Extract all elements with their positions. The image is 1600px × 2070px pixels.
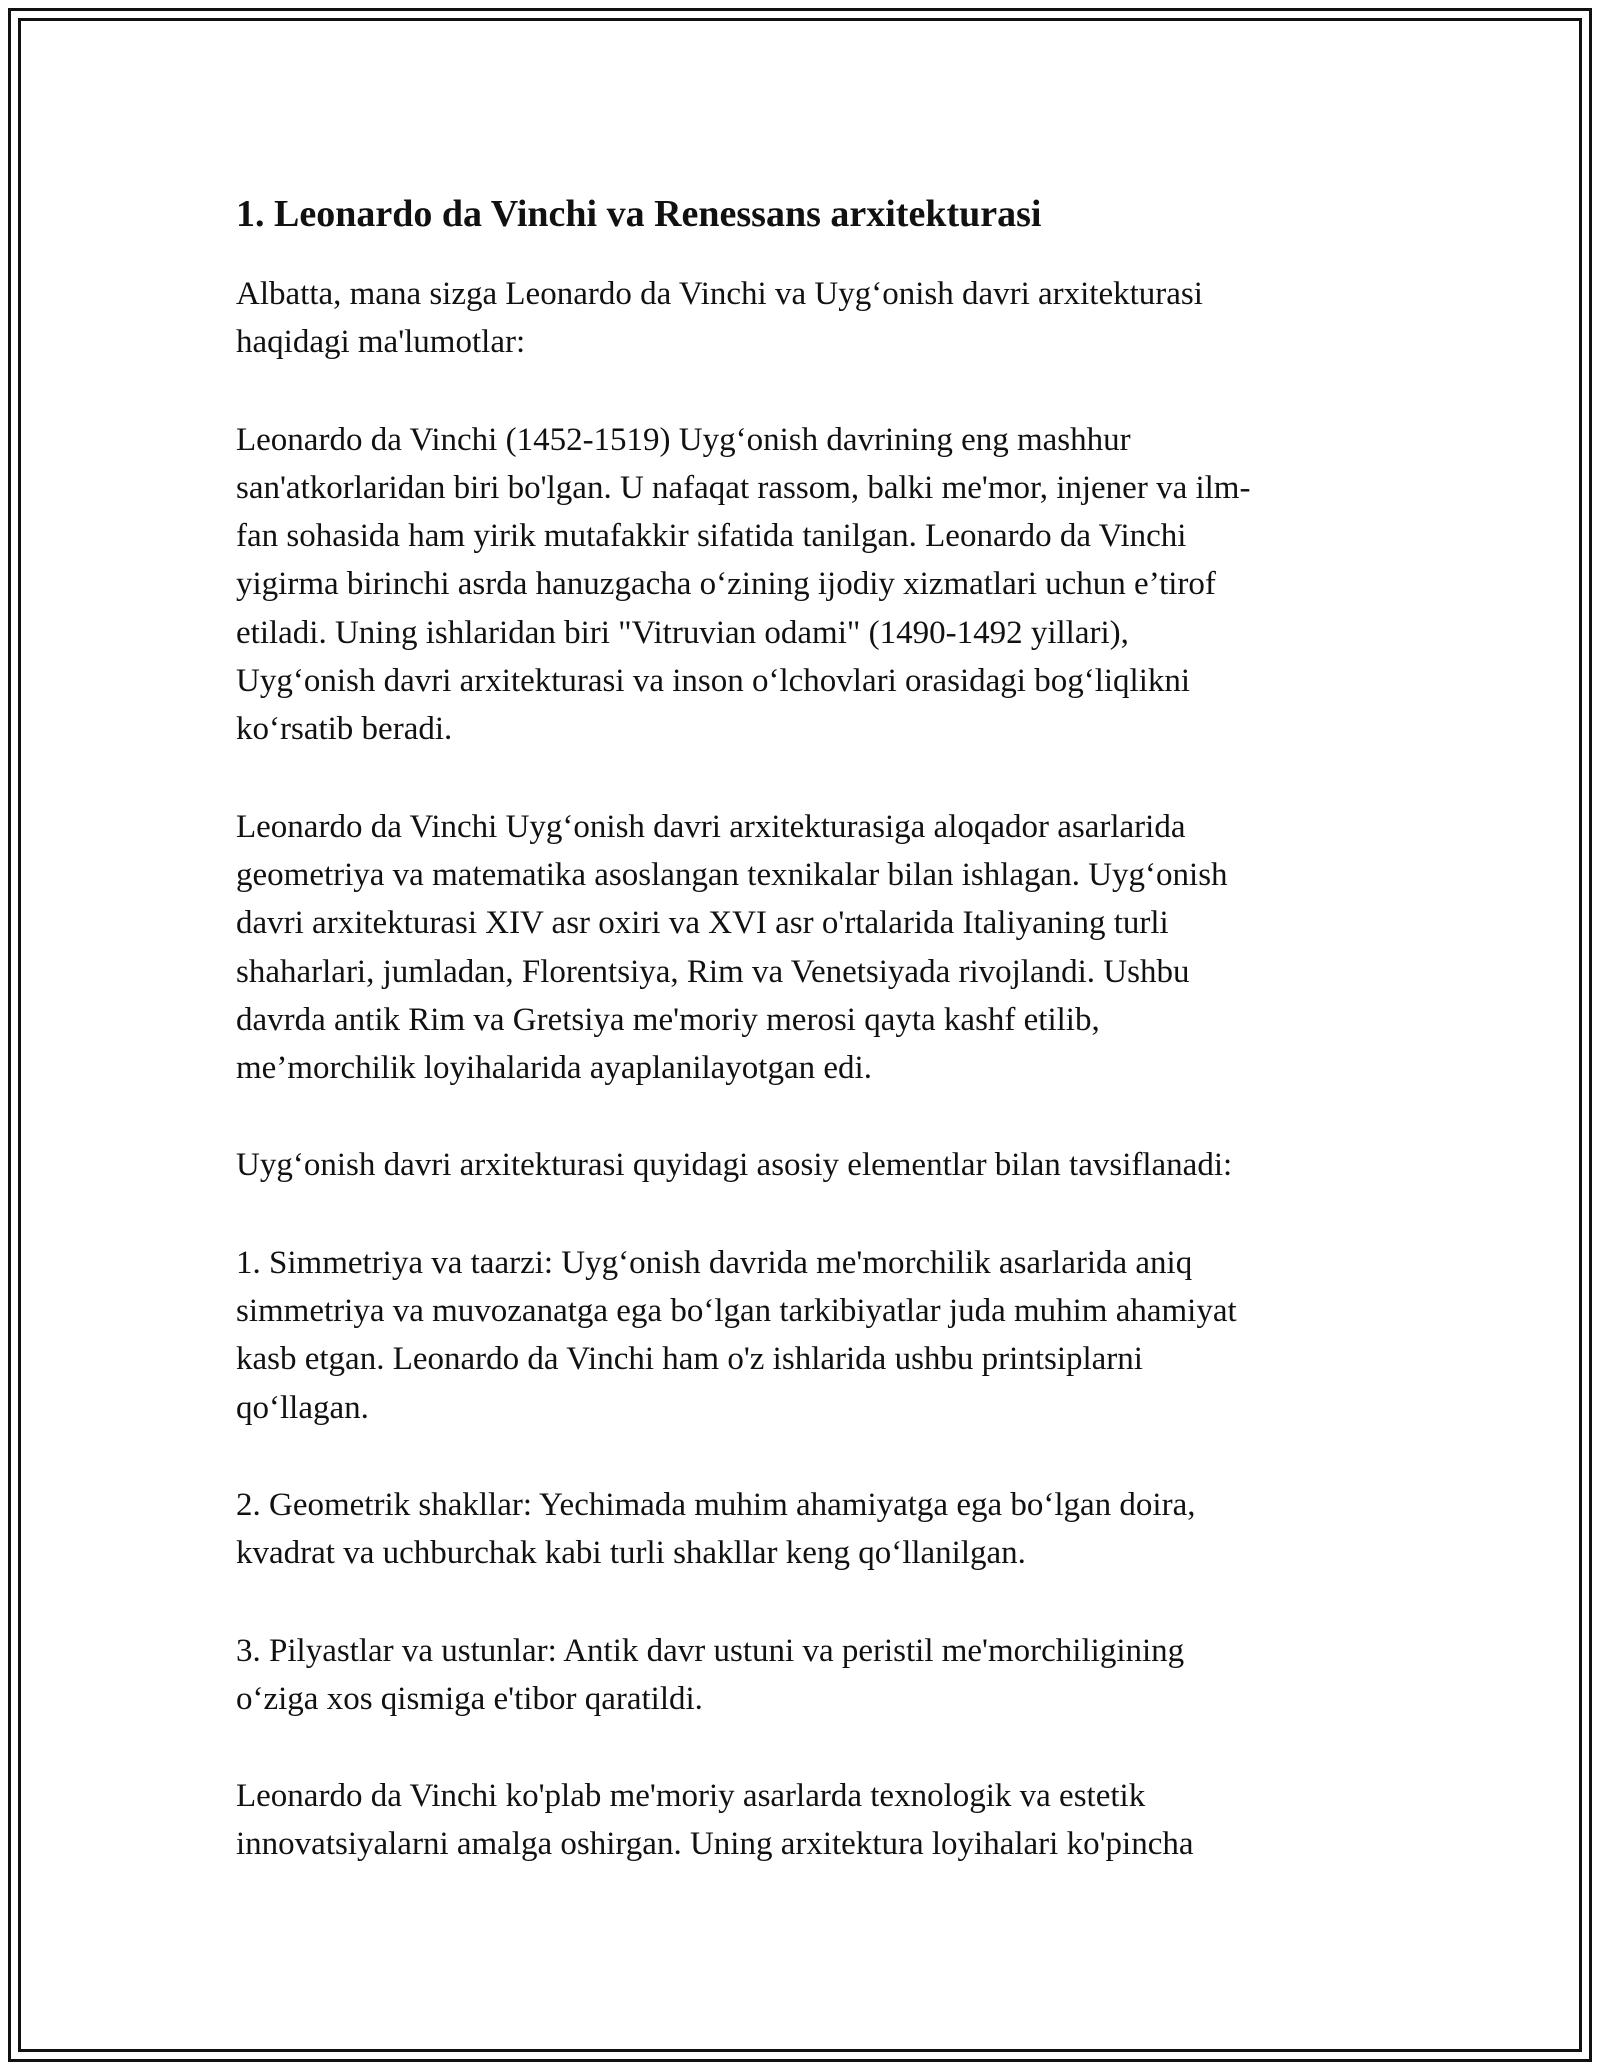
text-line: haqidagi ma'lumotlar: <box>236 324 526 361</box>
document-title: 1. Leonardo da Vinchi va Renessans arxitekturasi <box>236 193 1042 235</box>
text-line: shaharlari, jumladan, Florentsiya, Rim va Venetsiyada rivojlandi. Ushbu <box>236 953 1190 990</box>
text-line: Uyg‘onish davri arxitekturasi va inson o‘lchovlari orasidagi bog‘liqlikni <box>236 663 1191 700</box>
text-line: ko‘rsatib beradi. <box>236 711 453 748</box>
text-line: simmetriya va muvozanatga ega bo‘lgan tarkibiyatlar juda muhim ahamiyat <box>236 1293 1237 1330</box>
text-line: davri arxitekturasi XIV asr oxiri va XVI asr o'rtalarida Italiyaning turli <box>236 905 1169 942</box>
text-line: kasb etgan. Leonardo da Vinchi ham o'z ishlarida ushbu printsiplarni <box>236 1341 1143 1378</box>
text-line: kvadrat va uchburchak kabi turli shakllar keng qo‘llanilgan. <box>236 1535 1026 1572</box>
text-line: geometriya va matematika asoslangan texnikalar bilan ishlagan. Uyg‘onish <box>236 856 1228 893</box>
paragraph-renaissance-architecture <box>236 803 1376 1093</box>
text-line: Albatta, mana sizga Leonardo da Vinchi va Uyg‘onish davri arxitekturasi <box>236 276 1203 312</box>
text-line: Leonardo da Vinchi Uyg‘onish davri arxitekturasiga aloqador asarlarida <box>236 808 1186 845</box>
text-line: davrda antik Rim va Gretsiya me'moriy merosi qayta kashf etilib, <box>236 1001 1100 1038</box>
paragraph-innovations <box>236 1772 1376 1869</box>
paragraph-biography <box>236 416 1376 754</box>
text-line: fan sohasida ham yirik mutafakkir sifatida tanilgan. Leonardo da Vinchi <box>236 518 1187 555</box>
list-item-geometric-shapes <box>236 1481 1376 1578</box>
text-line: innovatsiyalarni amalga oshirgan. Uning arxitektura loyihalari ko'pincha <box>236 1826 1194 1863</box>
document-body <box>236 186 1376 1918</box>
text-line: o‘ziga xos qismiga e'tibor qaratildi. <box>236 1680 703 1717</box>
text-line: 1. Simmetriya va taarzi: Uyg‘onish davrida me'morchilik asarlarida aniq <box>236 1244 1193 1281</box>
text-line: qo‘llagan. <box>236 1389 369 1426</box>
text-line: Leonardo da Vinchi (1452-1519) Uyg‘onish davrining eng mashhur <box>236 421 1131 458</box>
text-line: etiladi. Uning ishlaridan biri "Vitruvian odami" (1490-1492 yillari), <box>236 614 1129 651</box>
text-line: Leonardo da Vinchi ko'plab me'moriy asarlarda texnologik va estetik <box>236 1778 1146 1815</box>
text-line: 2. Geometrik shakllar: Yechimada muhim ahamiyatga ega bo‘lgan doira, <box>236 1486 1196 1523</box>
text-line: yigirma birinchi asrda hanuzgacha o‘zining ijodiy xizmatlari uchun e’tirof <box>236 566 1216 603</box>
paragraph-elements-intro <box>236 1141 1376 1189</box>
text-line: san'atkorlaridan biri bo'lgan. U nafaqat rassom, balki me'mor, injener va ilm- <box>236 469 1251 506</box>
paragraph-intro <box>236 270 1376 367</box>
text-line: me’morchilik loyihalarida ayaplanilayotgan edi. <box>236 1050 872 1087</box>
list-item-symmetry <box>236 1239 1376 1432</box>
text-line: 3. Pilyastlar va ustunlar: Antik davr ustuni va peristil me'morchiligining <box>236 1632 1185 1669</box>
list-item-pilasters-columns <box>236 1627 1376 1724</box>
text-line: Uyg‘onish davri arxitekturasi quyidagi asosiy elementlar bilan tavsiflanadi: <box>236 1147 1233 1184</box>
